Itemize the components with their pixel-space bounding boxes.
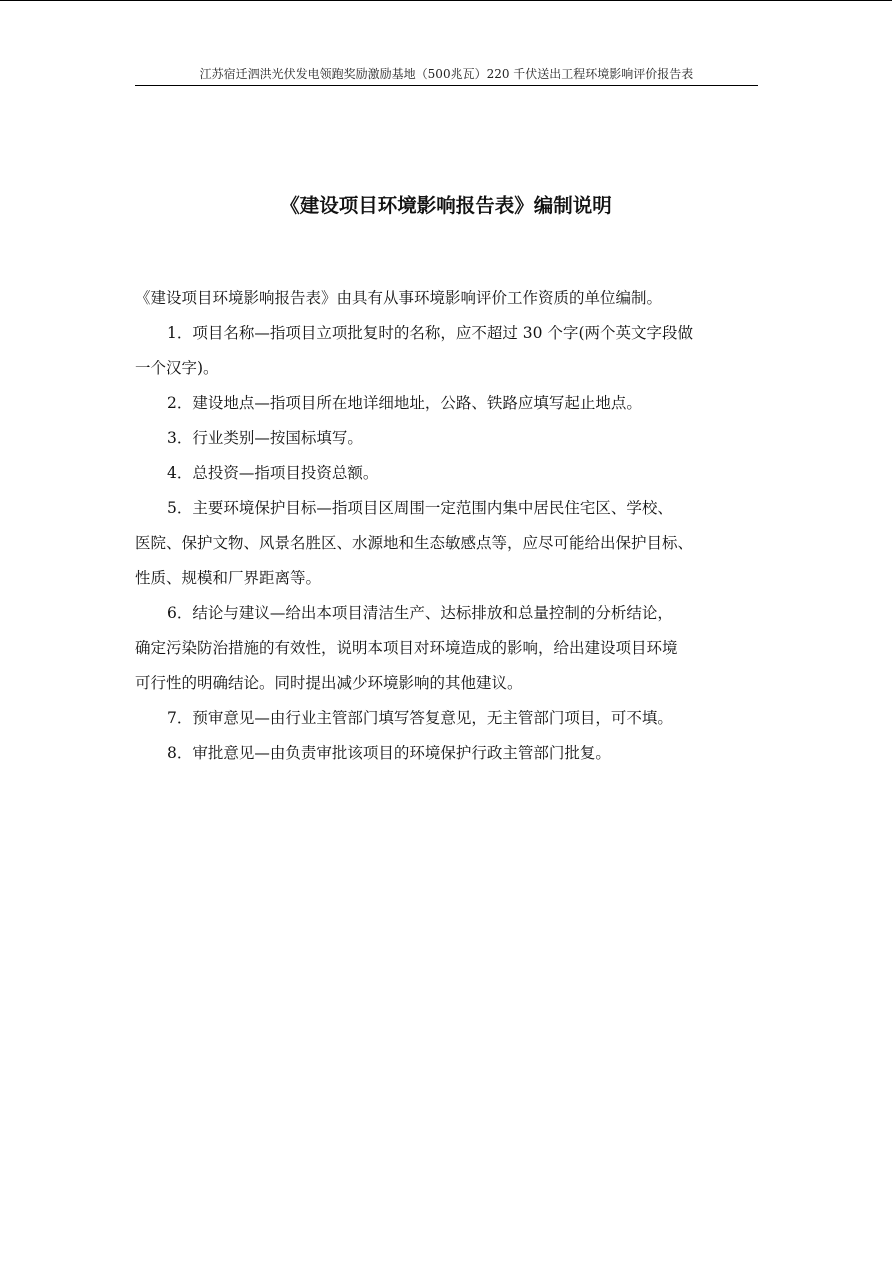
item-5-line-1: 5．主要环境保护目标—指项目区周围一定范围内集中居民住宅区、学校、 <box>167 499 673 517</box>
intro-paragraph: 《建设项目环境影响报告表》由具有从事环境影响评价工作资质的单位编制。 <box>135 289 663 307</box>
item-2: 2．建设地点—指项目所在地详细地址，公路、铁路应填写起止地点。 <box>167 394 642 412</box>
item-8: 8．审批意见—由负责审批该项目的环境保护行政主管部门批复。 <box>167 744 611 762</box>
document-body <box>135 281 758 771</box>
item-3: 3．行业类别—按国标填写。 <box>167 429 363 447</box>
item-1-line-2: 一个汉字)。 <box>135 359 219 377</box>
item-5-line-3: 性质、规模和厂界距离等。 <box>135 569 322 587</box>
item-6-line-1: 6．结论与建议—给出本项目清洁生产、达标排放和总量控制的分析结论， <box>167 604 673 622</box>
item-1-line-1: 1．项目名称—指项目立项批复时的名称，应不超过 30 个字(两个英文字段做 <box>167 324 693 342</box>
item-6-line-2: 确定污染防治措施的有效性，说明本项目对环境造成的影响，给出建设项目环境 <box>135 639 678 657</box>
item-4: 4．总投资—指项目投资总额。 <box>167 464 379 482</box>
document-title: 《建设项目环境影响报告表》编制说明 <box>280 194 612 217</box>
item-5-line-2: 医院、保护文物、风景名胜区、水源地和生态敏感点等，应尽可能给出保护目标、 <box>135 534 694 552</box>
page-header: 江苏宿迁泗洪光伏发电领跑奖励激励基地（500兆瓦）220 千伏送出工程环境影响评价报告表 <box>135 67 758 86</box>
item-7: 7．预审意见—由行业主管部门填写答复意见，无主管部门项目，可不填。 <box>167 709 673 727</box>
item-6-line-3: 可行性的明确结论。同时提出减少环境影响的其他建议。 <box>135 674 523 692</box>
